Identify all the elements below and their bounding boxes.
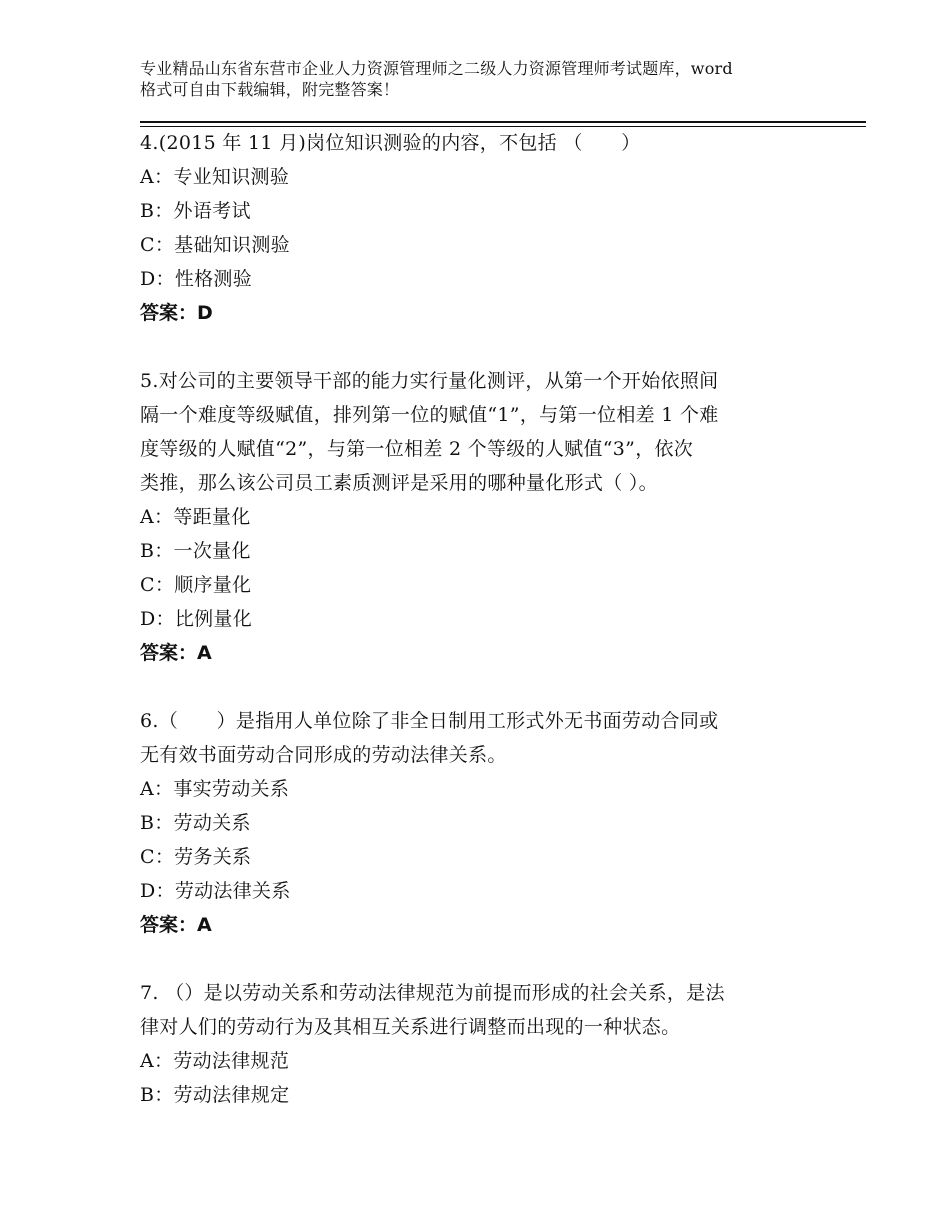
option-a: A：劳动法律规范 xyxy=(140,1050,290,1072)
option-a: A：事实劳动关系 xyxy=(140,778,290,800)
question-text: 4.(2015 年 11 月)岗位知识测验的内容，不包括 （ ） xyxy=(140,132,641,154)
question-5 xyxy=(140,364,840,670)
question-text-line-1: 6.（ ）是指用人单位除了非全日制用工形式外无书面劳动合同或 xyxy=(140,710,719,732)
question-text-line-1: 7. （）是以劳动关系和劳动法律规范为前提而形成的社会关系，是法 xyxy=(140,982,725,1004)
option-b: B：一次量化 xyxy=(140,540,251,562)
answer-label: 答案：A xyxy=(140,914,212,936)
option-c: C：基础知识测验 xyxy=(140,234,290,256)
question-list xyxy=(140,126,840,1112)
spacer xyxy=(140,330,840,364)
question-text-line-2: 律对人们的劳动行为及其相互关系进行调整而出现的一种状态。 xyxy=(140,1016,681,1038)
question-text-line-1: 5.对公司的主要领导干部的能力实行量化测评，从第一个开始依照间 xyxy=(140,370,719,392)
option-b: B：劳动关系 xyxy=(140,812,251,834)
question-6 xyxy=(140,704,840,942)
question-text-line-3: 度等级的人赋值“2”，与第一位相差 2 个等级的人赋值“3”，依次 xyxy=(140,438,694,460)
header-line-2: 格式可自由下载编辑，附完整答案！ xyxy=(140,80,400,99)
option-c: C：顺序量化 xyxy=(140,574,252,596)
option-d: D：比例量化 xyxy=(140,608,253,630)
question-7 xyxy=(140,976,840,1112)
option-a: A：等距量化 xyxy=(140,506,251,528)
question-4 xyxy=(140,126,840,330)
option-a: A：专业知识测验 xyxy=(140,166,290,188)
question-text-line-2: 无有效书面劳动合同形成的劳动法律关系。 xyxy=(140,744,507,766)
option-d: D：性格测验 xyxy=(140,268,253,290)
option-b: B：外语考试 xyxy=(140,200,251,222)
answer-label: 答案：A xyxy=(140,642,212,664)
spacer xyxy=(140,942,840,976)
header-rule-thick xyxy=(140,121,866,123)
option-c: C：劳务关系 xyxy=(140,846,252,868)
answer-label: 答案：D xyxy=(140,302,213,324)
question-text-line-4: 类推，那么该公司员工素质测评是采用的哪种量化形式（ ）。 xyxy=(140,472,658,494)
header-line-1: 专业精品山东省东营市企业人力资源管理师之二级人力资源管理师考试题库，word xyxy=(140,59,733,78)
option-b: B：劳动法律规定 xyxy=(140,1084,290,1106)
document-header xyxy=(140,58,840,100)
question-text-line-2: 隔一个难度等级赋值，排列第一位的赋值“1”，与第一位相差 1 个难 xyxy=(140,404,719,426)
option-d: D：劳动法律关系 xyxy=(140,880,291,902)
spacer xyxy=(140,670,840,704)
